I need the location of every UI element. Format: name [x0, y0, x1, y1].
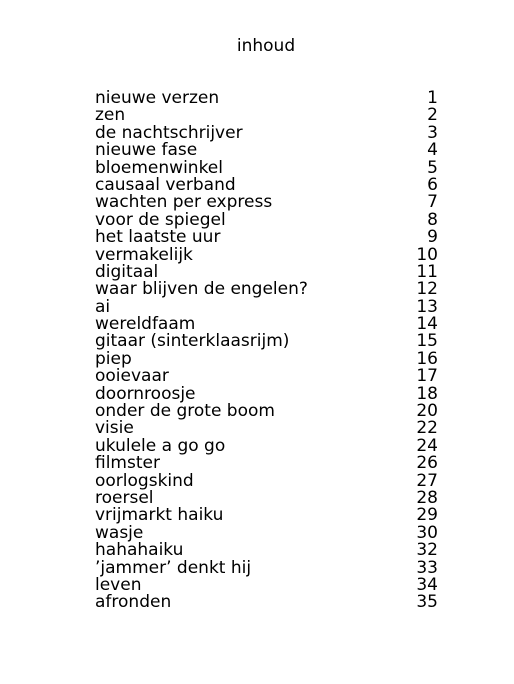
page-title: inhoud: [236, 36, 296, 56]
toc-entry-title: wachten per express: [95, 192, 273, 213]
toc-page-number: 27: [416, 470, 438, 491]
toc-entry-title: ’jammer’ denkt hij: [95, 557, 252, 578]
toc-row: [95, 403, 438, 420]
toc-entry-title: roersel: [95, 487, 154, 508]
toc-entry-title: visie: [95, 418, 134, 439]
toc-entry-title: zen: [95, 105, 126, 126]
toc-entry-title: vrijmarkt haiku: [95, 505, 224, 526]
toc-page-number: 32: [416, 540, 438, 561]
toc-entry-title: bloemenwinkel: [95, 157, 223, 178]
toc-entry-title: vermakelijk: [95, 244, 193, 265]
toc-entry-title: het laatste uur: [95, 227, 221, 248]
toc-entry-title: ai: [95, 296, 111, 317]
toc-page-number: 33: [416, 557, 438, 578]
toc-page-number: 28: [416, 487, 438, 508]
toc-page-number: 7: [427, 192, 438, 213]
toc-page-number: 17: [416, 366, 438, 387]
toc-page-number: 13: [416, 296, 438, 317]
toc-page-number: 20: [416, 401, 438, 422]
toc-page-number: 8: [427, 209, 438, 230]
toc-page-number: 3: [427, 122, 438, 143]
toc-entry-title: ooievaar: [95, 366, 169, 387]
toc-page-number: 29: [416, 505, 438, 526]
toc-page-number: 35: [416, 592, 438, 613]
toc-entry-title: nieuwe fase: [95, 140, 198, 161]
toc-page-number: 12: [416, 279, 438, 300]
toc-entry-title: oorlogskind: [95, 470, 194, 491]
toc-entry-title: leven: [95, 574, 142, 595]
toc-row: [95, 507, 438, 524]
toc-entry-title: hahahaiku: [95, 540, 184, 561]
toc-page-number: 1: [427, 88, 438, 108]
toc-entry-title: afronden: [95, 592, 172, 613]
toc-page-number: 5: [427, 157, 438, 178]
toc-entry-title: ukulele a go go: [95, 435, 226, 456]
toc-page-number: 24: [416, 435, 438, 456]
toc-entry-title: voor de spiegel: [95, 209, 226, 230]
toc-page-number: 10: [416, 244, 438, 265]
toc-entry-title: gitaar (sinterklaasrijm): [95, 331, 290, 352]
toc-page-number: 22: [416, 418, 438, 439]
toc-entry-title: causaal verband: [95, 174, 236, 195]
toc-page-number: 26: [416, 453, 438, 474]
toc-row: [95, 229, 438, 246]
table-of-contents: [95, 90, 438, 612]
toc-row: [95, 142, 438, 159]
toc-row: [95, 333, 438, 350]
toc-page-number: 2: [427, 105, 438, 126]
toc-entry-title: filmster: [95, 453, 160, 474]
toc-page-number: 11: [416, 261, 438, 282]
toc-entry-title: waar blijven de engelen?: [95, 279, 308, 300]
toc-row: [95, 455, 438, 472]
toc-page-number: 9: [427, 227, 438, 248]
toc-page-number: 14: [416, 314, 438, 335]
toc-page-number: 15: [416, 331, 438, 352]
toc-row: [95, 557, 438, 578]
toc-row: [95, 90, 438, 107]
toc-page-number: 34: [416, 574, 438, 595]
toc-row: [95, 281, 438, 298]
toc-entry-title: doornroosje: [95, 383, 196, 404]
toc-page-number: 30: [416, 522, 438, 543]
toc-row: [95, 542, 438, 559]
toc-entry-title: piep: [95, 348, 132, 369]
toc-entry-title: de nachtschrijver: [95, 122, 243, 143]
toc-entry-title: wasje: [95, 522, 144, 543]
toc-page-number: 18: [416, 383, 438, 404]
toc-entry-title: wereldfaam: [95, 314, 196, 335]
toc-page-number: 6: [427, 174, 438, 195]
toc-row: [95, 594, 438, 611]
toc-entry-title: nieuwe verzen: [95, 88, 220, 108]
toc-entry-title: digitaal: [95, 261, 159, 282]
toc-entry-title: onder de grote boom: [95, 401, 275, 422]
toc-page-number: 16: [416, 348, 438, 369]
toc-page-number: 4: [427, 140, 438, 161]
